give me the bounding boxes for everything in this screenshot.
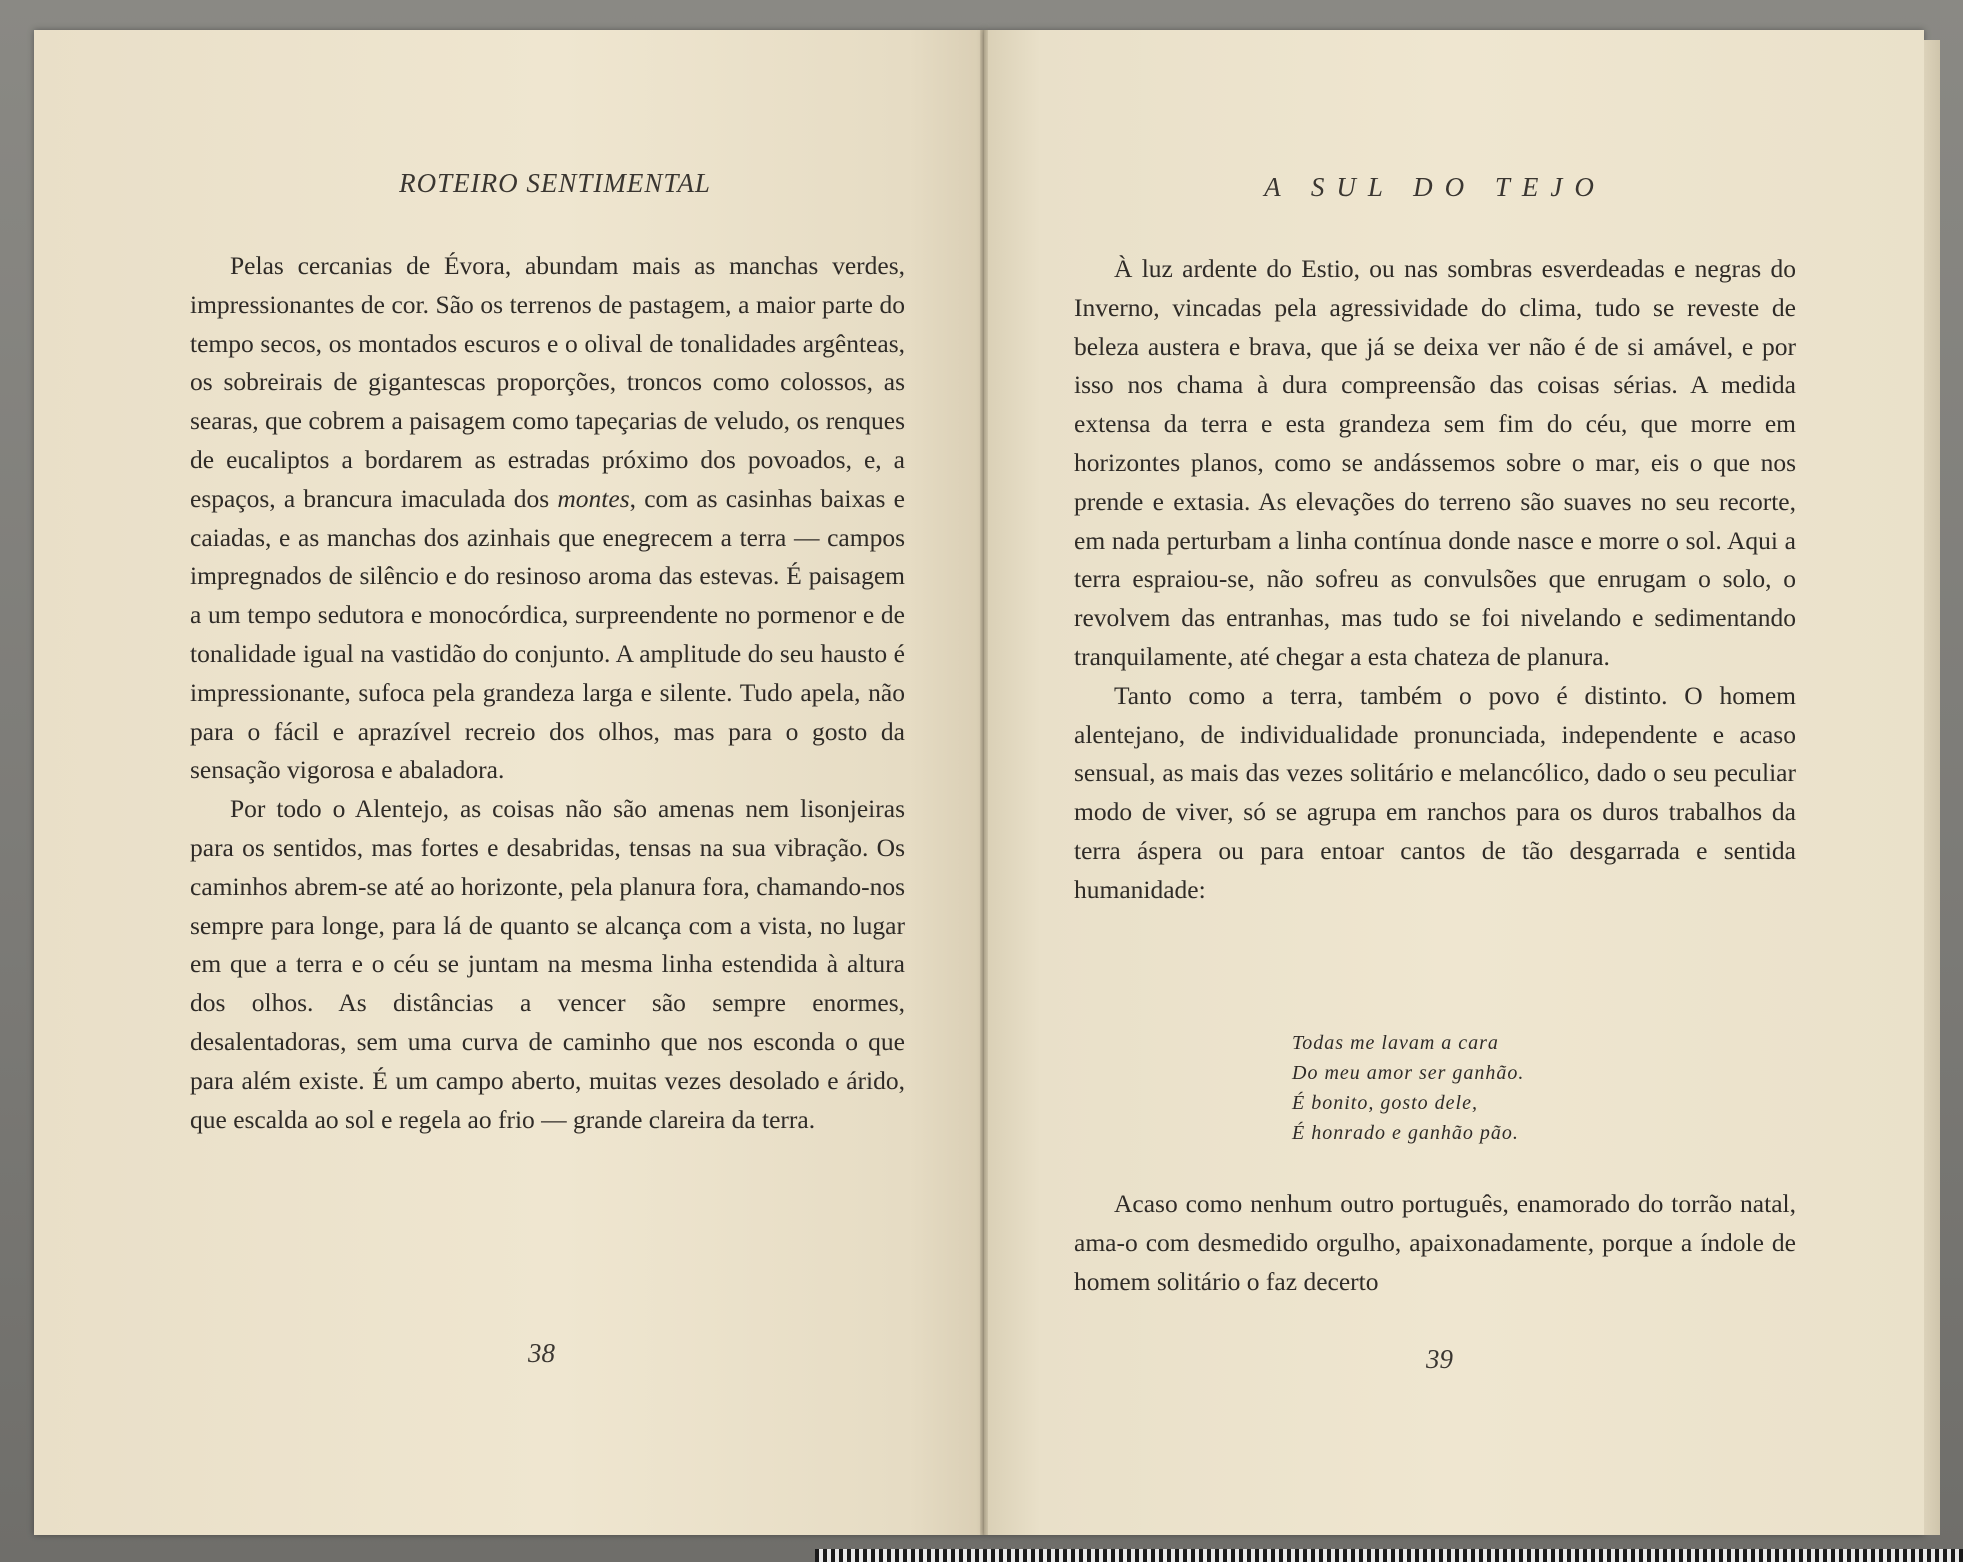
left-paragraph-2: Por todo o Alentejo, as coisas não são amenas nem lisonjeiras para os sentidos, mas fortes e desabridas, tensas na sua vibração. Os caminhos abrem-se até ao horizonte, pela planura fora, chamando-nos sempre para longe, para lá de quanto se alcança com a vista, no lugar em que a terra e o céu se juntam na mesma linha estendida à altura dos olhos. As distâncias a vencer são sempre enormes, desalentadoras, sem uma curva de caminho que nos esconda o que para além existe. É um campo aberto, muitas vezes desolado e árido, que escalda ao sol e regela ao frio — grande clareira da terra.	[190, 794, 905, 1134]
right-body-text	[1074, 250, 1796, 910]
right-paragraph-3: Acaso como nenhum outro português, enamorado do torrão natal, ama-o com desmedido orgulho, apaixonadamente, porque a índole de homem solitário o faz decerto	[1074, 1189, 1796, 1296]
left-paragraph-1	[190, 247, 905, 790]
poem-line-3: É bonito, gosto dele,	[1292, 1092, 1478, 1114]
scale-ruler	[815, 1549, 1963, 1562]
poem-quatrain	[1292, 1028, 1692, 1148]
left-paragraph-1-part-1: Pelas cercanias de Évora, abundam mais as manchas verdes, impressionantes de cor. São os terrenos de pastagem, a maior parte do tempo secos, os montados escuros e o olival de tonalidades argênteas, os sobreirais de gigantescas proporções, troncos como colossos, as searas, que cobrem a paisagem como tapeçarias de veludo, os renques de eucaliptos a bordarem as estradas próximo dos povoados, e, a espaços, a brancura imaculada dos	[190, 251, 905, 513]
right-running-head: A SUL DO TEJO	[1264, 172, 1606, 202]
poem-line-4: É honrado e ganhão pão.	[1292, 1122, 1519, 1144]
left-page-number: 38	[528, 1338, 555, 1368]
right-closing-text	[1074, 1185, 1796, 1301]
left-paragraph-1-italic-word: montes	[557, 483, 630, 513]
poem-line-2: Do meu amor ser ganhão.	[1292, 1062, 1525, 1084]
left-running-head: ROTEIRO SENTIMENTAL	[399, 168, 711, 198]
right-paragraph-1: À luz ardente do Estio, ou nas sombras esverdeadas e negras do Inverno, vincadas pela agressividade do clima, tudo se reveste de beleza austera e brava, que já se deixa ver não é de si amável, e por isso nos chama à dura compreensão das coisas sérias. A medida extensa da terra e esta grandeza sem fim do céu, que morre em horizontes planos, como se andássemos sobre o mar, eis o que nos prende e extasia. As elevações do terreno são suaves no seu recorte, em nada perturbam a linha contínua donde nasce e morre o sol. Aqui a terra espraiou-se, não sofreu as convulsões que enrugam o solo, o revolvem das entranhas, mas tudo se foi nivelando e sedimentando tranquilamente, até chegar a esta chateza de planura.	[1074, 254, 1796, 671]
page-edge	[1924, 40, 1940, 1535]
right-page-number: 39	[1426, 1344, 1453, 1374]
poem-line-1: Todas me lavam a cara	[1292, 1032, 1499, 1054]
left-paragraph-1-part-2: , com as casinhas baixas e caiadas, e as manchas dos azinhais que enegrecem a terra — campos impregnados de silêncio e do resinoso aroma das estevas. É paisagem a um tempo sedutora e monocórdica, surpreendente no pormenor e de tonalidade igual na vastidão do conjunto. A amplitude do seu hausto é impressionante, sufoca pela grandeza larga e silente. Tudo apela, não para o fácil e aprazível recreio dos olhos, mas para o gosto da sensação vigorosa e abaladora.	[190, 483, 905, 785]
book-gutter	[980, 30, 988, 1535]
right-paragraph-2: Tanto como a terra, também o povo é distinto. O homem alentejano, de individualidade pronunciada, independente e acaso sensual, as mais das vezes solitário e melancólico, dado o seu peculiar modo de viver, só se agrupa em ranchos para os duros trabalhos da terra áspera ou para entoar cantos de tão desgarrada e sentida humanidade:	[1074, 680, 1796, 904]
left-body-text	[190, 247, 905, 1139]
